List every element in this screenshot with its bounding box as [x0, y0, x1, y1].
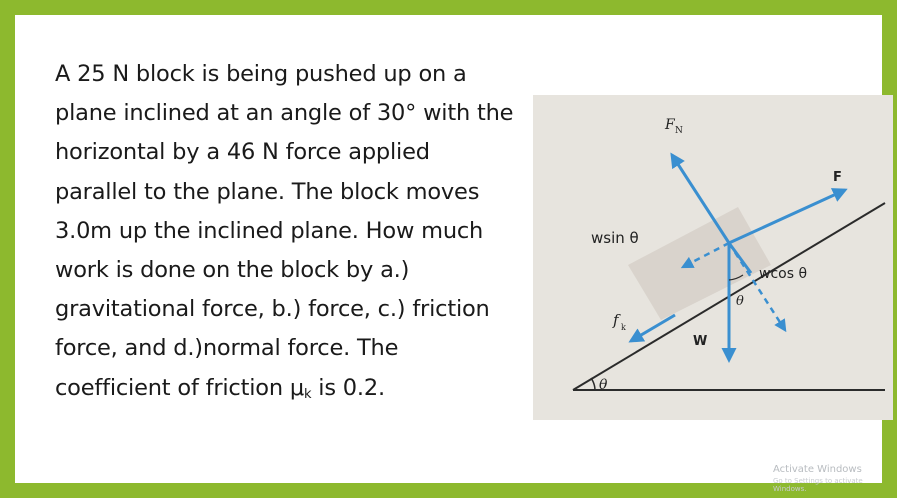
problem-line-9-prefix: coefficient of friction μ: [55, 374, 304, 401]
label-normal: F: [665, 117, 675, 133]
mu-subscript: k: [303, 386, 312, 402]
problem-line-9-suffix: is 0.2.: [311, 374, 385, 401]
force-diagram-photo: [533, 95, 893, 420]
problem-line-4: parallel to the plane. The block moves: [55, 178, 480, 205]
problem-line-1: A 25 N block is being pushed up on a: [55, 61, 467, 87]
activate-windows-title: Activate Windows: [773, 464, 862, 475]
label-wcos: wcos θ: [759, 266, 808, 282]
label-theta-mid: θ: [736, 294, 744, 309]
problem-line-3: horizontal by a 46 N force applied: [55, 139, 430, 166]
problem-line-2: plane inclined at an angle of 30° with the: [55, 100, 514, 127]
problem-line-8: force, and d.)normal force. The: [55, 335, 399, 362]
label-theta-bottom: θ: [599, 377, 608, 393]
problem-line-6: work is done on the block by a.): [55, 257, 410, 284]
problem-text: [55, 55, 555, 414]
label-weight: W: [693, 334, 708, 349]
label-applied: F: [833, 170, 842, 185]
label-wsin: wsin θ: [591, 229, 639, 247]
label-normal-sub: N: [675, 126, 683, 136]
slide-canvas: [15, 15, 882, 493]
force-diagram: [533, 95, 893, 420]
label-friction-sub: k: [621, 323, 626, 332]
problem-line-7: gravitational force, b.) force, c.) friction: [55, 296, 490, 323]
problem-line-9: [55, 369, 555, 414]
activate-windows-subtitle: Go to Settings to activate Windows.: [773, 477, 863, 493]
label-friction: f: [613, 311, 619, 329]
problem-line-5: 3.0m up the inclined plane. How much: [55, 217, 484, 244]
